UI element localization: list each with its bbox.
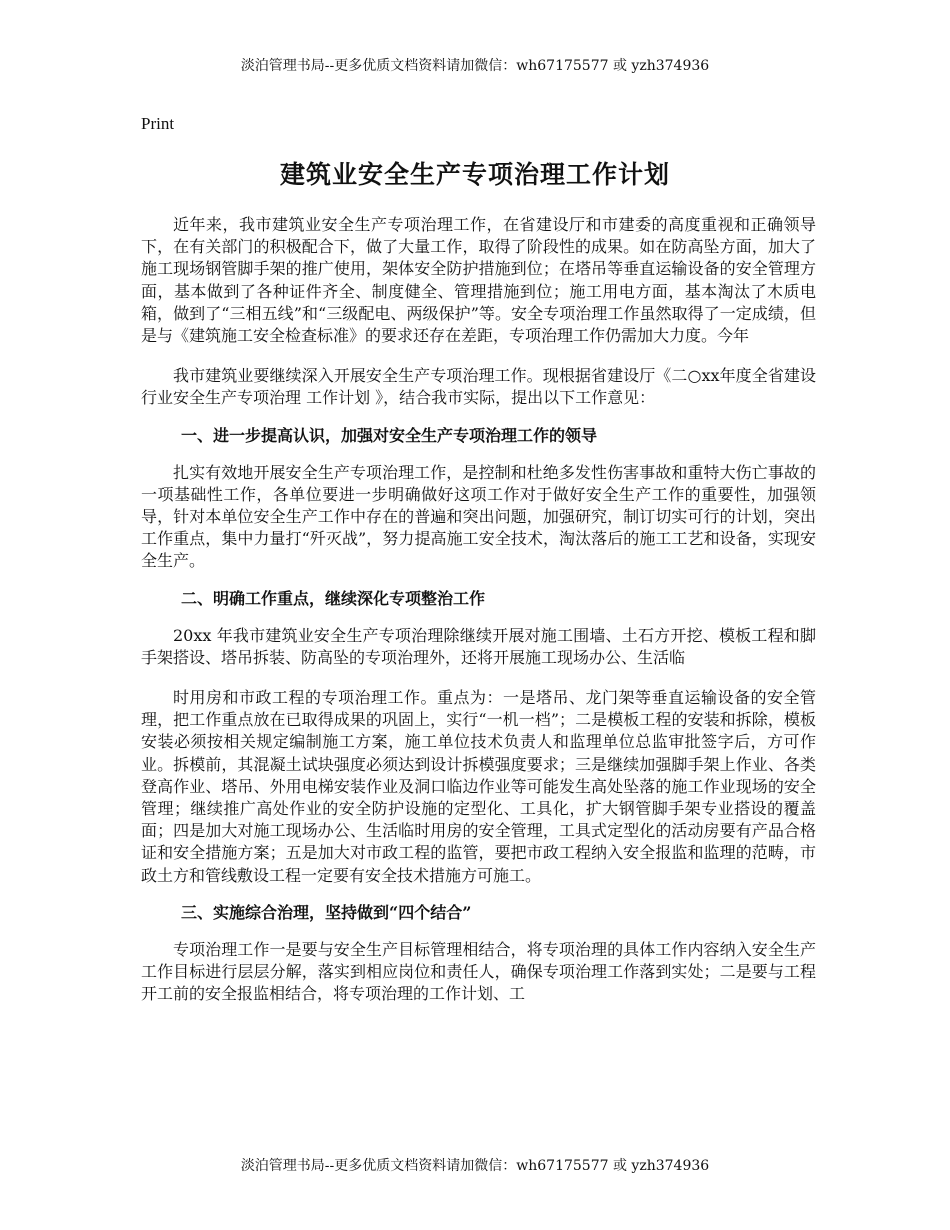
section-heading-2: 二、明确工作重点，继续深化专项整治工作 bbox=[181, 588, 486, 608]
document-body bbox=[141, 214, 816, 1005]
document-title: 建筑业安全生产专项治理工作计划 bbox=[279, 160, 670, 189]
print-label: Print bbox=[141, 114, 175, 133]
paragraph-section-3: 专项治理工作一是要与安全生产目标管理相结合，将专项治理的具体工作内容纳入安全生产工作目标进行层层分解，落实到相应岗位和责任人，确保专项治理工作落到实处；二是要与工程开工前的安全报监相结合，将专项治理的工作计划、工 bbox=[141, 939, 816, 1004]
section-heading-1: 一、进一步提高认识，加强对安全生产专项治理工作的领导 bbox=[181, 425, 598, 445]
page-footer: 淡泊管理书局--更多优质文档资料请加微信：wh67175577 或 yzh374936 bbox=[240, 1158, 710, 1174]
paragraph-section-2b: 时用房和市政工程的专项治理工作。重点为：一是塔吊、龙门架等垂直运输设备的安全管理，把工作重点放在已取得成果的巩固上，实行“一机一档”；二是模板工程的安装和拆除，模板安装必须按相关规定编制施工方案，施工单位技术负责人和监理单位总监审批签字后，方可作业。拆模前，其混凝土试块强度必须达到设计拆模强度要求；三是继续加强脚手架上作业、各类登高作业、塔吊、外用电梯安装作业及洞口临边作业等可能发生高处坠落的施工作业现场的安全管理；继续推广高处作业的安全防护设施的定型化、工具化，扩大钢管脚手架专业搭设的覆盖面；四是加大对施工现场办公、生活临时用房的安全管理，工具式定型化的活动房要有产品合格证和安全措施方案；五是加大对市政工程的监管，要把市政工程纳入安全报监和监理的范畴，市政土方和管线敷设工程一定要有安全技术措施方可施工。 bbox=[141, 688, 816, 885]
paragraph-plan: 我市建筑业要继续深入开展安全生产专项治理工作。现根据省建设厅《二○xx年度全省建设行业安全生产专项治理 工作计划 》，结合我市实际，提出以下工作意见： bbox=[141, 366, 816, 408]
section-heading-3: 三、实施综合治理，坚持做到“四个结合” bbox=[181, 902, 472, 922]
paragraph-section-1: 扎实有效地开展安全生产专项治理工作，是控制和杜绝多发性伤害事故和重特大伤亡事故的一项基础性工作，各单位要进一步明确做好这项工作对于做好安全生产工作的重要性，加强领导，针对本单位安全生产工作中存在的普遍和突出问题，加强研究，制订切实可行的计划，突出工作重点，集中力量打“歼灭战”，努力提高施工安全技术，淘汰落后的施工工艺和设备，实现安全生产。 bbox=[141, 462, 816, 571]
paragraph-section-2a: 20xx 年我市建筑业安全生产专项治理除继续开展对施工围墙、土石方开挖、模板工程和脚手架搭设、塔吊拆装、防高坠的专项治理外，还将开展施工现场办公、生活临 bbox=[141, 625, 816, 667]
page-header: 淡泊管理书局--更多优质文档资料请加微信：wh67175577 或 yzh374936 bbox=[240, 58, 710, 74]
paragraph-intro: 近年来，我市建筑业安全生产专项治理工作，在省建设厅和市建委的高度重视和正确领导下，在有关部门的积极配合下，做了大量工作，取得了阶段性的成果。如在防高坠方面，加大了施工现场钢管脚手架的推广使用，架体安全防护措施到位；在塔吊等垂直运输设备的安全管理方面，基本做到了各种证件齐全、制度健全、管理措施到位；施工用电方面，基本淘汰了木质电箱，做到了“三相五线”和“三级配电、两级保护”等。安全专项治理工作虽然取得了一定成绩，但是与《建筑施工安全检查标准》的要求还存在差距，专项治理工作仍需加大力度。今年 bbox=[141, 215, 816, 346]
